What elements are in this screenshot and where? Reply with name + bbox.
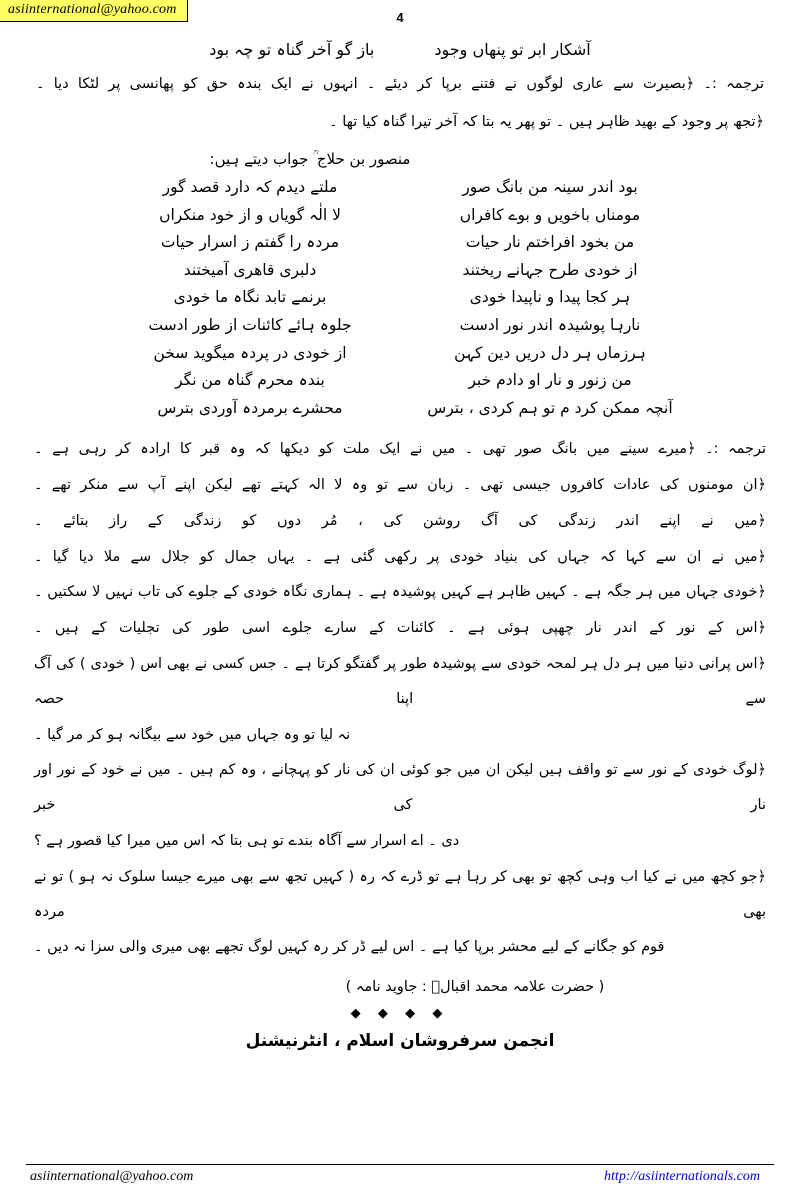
organization-name: انجمن سرفروشان اسلام ، انٹرنیشنل: [245, 1031, 555, 1052]
verse-line: نارہا پوشیدہ اندر نور ادست: [459, 315, 641, 334]
translation-line: ﴿جو کچھ میں نے کیا اب وہی کچھ تو بھی کر رہا ہے تو ڈرے کہ رہ ( کہیں تجھ سے بھی میرے جیسا سلوک نہ ہو ) تو نے بھی مردہ: [34, 868, 766, 920]
verse-line: محشرے برمردہ آوردی بترس: [157, 398, 343, 417]
verse-line: آنچہ ممکن کرد م تو ہم کردی ، بترس: [427, 398, 673, 417]
verse-line: از خودی طرح جہانے ریختند: [462, 260, 638, 279]
translation-line: ترجمہ :۔ ﴿میرے سینے میں بانگ صور تھی ۔ میں نے ایک ملت کو دیکھا کہ وہ قبر کا ارادہ کر رہی ہے ۔: [34, 441, 766, 458]
page-content: [30, 34, 770, 1051]
page-footer: [0, 1164, 800, 1192]
translation-line: ﴿اس پرانی دنیا میں ہر دل ہر لمحہ خودی سے پوشیدہ طور پر گفتگو کرتا ہے ۔ جس کسی نے بھی اس ( خودی ) کی آگ سے اپنا حصہ: [34, 656, 766, 707]
footer-divider: [26, 1164, 774, 1165]
verse-line: ہر کجا پیدا و ناپیدا خودی: [469, 288, 631, 307]
source-attribution: ( حضرت علامہ محمد اقبالؒ : جاوید نامہ ): [345, 979, 605, 996]
verse-line: مومناں باخویں و بوے کافراں: [459, 205, 641, 224]
translation-line: ﴿اس کے نور کے اندر نار چھپی ہوئی ہے ۔ کائنات کے سارے جلوے اسی طور کی تجلیات کے ہیں ۔: [34, 620, 766, 637]
verse-line: دلبری قاھری آمیختند: [183, 260, 317, 279]
translation-line: ﴿ان مومنوں کی عادات کافروں جیسی تھی ۔ زبان سے تو وہ لا الہ کہتے تھے لیکن اپنے آپ سے منکر تھے ۔: [34, 477, 766, 494]
verse-line: ملتے دیدم کہ دارد قصد گور: [162, 178, 338, 197]
couplet-hemistich-left: باز گو آخر گناہ تو چہ بود: [209, 40, 375, 59]
verse-column-left: [100, 174, 400, 422]
verse-line: برنمے تابد نگاہ ما خودی: [173, 288, 327, 307]
translation-intro-line-1: ترجمہ :۔ ﴿بصیرت سے عاری لوگوں نے فتنے برپا کر دیئے ۔ انہوں نے ایک بندہ حق کو پھانسی پر لٹکا دیا ۔: [36, 76, 764, 92]
translation-line: ﴿میں نے ان سے کہا کہ جہاں کی بنیاد خودی پر رکھی گئی ہے ۔ یہاں جمال کو جلال سے ملا دیا گیا ۔: [34, 548, 766, 565]
translation-line: نہ لیا تو وہ جہاں میں خود سے بیگانہ ہو کر مر گیا ۔: [34, 726, 351, 743]
translation-line: قوم کو جگانے کے لیے محشر برپا کیا ہے ۔ اس لیے ڈر کر رہ کہیں لوگ تجھے بھی میری والی سزا نہ دیں ۔: [34, 939, 665, 956]
verse-line: جلوہ ہائے کائنات از طور ادست: [148, 315, 352, 334]
verse-line: از خودی در پردہ میگوید سخن: [153, 343, 347, 362]
couplet-hemistich-right: آشکار ابر تو پنهاں وجود: [434, 40, 591, 59]
translation-body: [30, 432, 770, 965]
translation-intro-line-2: ﴿تجھ پر وجود کے بھید ظاہر ہیں ۔ تو پھر یہ بتا کہ آخر تیرا گناہ کیا تھا ۔: [329, 113, 764, 130]
translation-line: دی ۔ اے اسرار سے آگاہ بندے تو ہی بتا کہ اس میں میرا کیا قصور ہے ؟: [34, 833, 460, 849]
footer-website-link[interactable]: http://asiinternationals.com: [604, 1169, 760, 1184]
verse-line: من زنور و نار او دادم خبر: [468, 371, 632, 390]
verse-line: مردہ را گفتم ز اسرار حیات: [160, 233, 340, 252]
verse-column-right: [400, 174, 700, 422]
verse-line: لا الٰہ گویاں و از خود منکراں: [159, 205, 341, 224]
verse-line: ہرزماں ہر دل دریں دین کہن: [454, 343, 646, 362]
translation-line: ﴿خودی جہاں میں ہر جگہ ہے ۔ کہیں ظاہر ہے کہیں پوشیدہ ہے ۔ ہماری نگاہ خودی کے جلوے کی تاب نہیں لا سکتیں ۔: [34, 584, 766, 601]
page-number: 4: [396, 10, 404, 25]
verse-line: بود اندر سینہ من بانگ صور: [462, 178, 638, 197]
translation-line: ﴿میں نے اپنے اندر زندگی کی آگ روشن کی ، مُر دوں کو زندگی کے راز بتائے ۔: [34, 512, 766, 529]
footer-email: asiinternational@yahoo.com: [30, 1169, 194, 1184]
mansoor-attribution-line: منصور بن حلاج ؒ جواب دیتے ہیں:: [209, 150, 411, 169]
decorative-dots: ◆ ◆ ◆ ◆: [350, 1005, 450, 1021]
verse-line: من بخود افراختم نار حیات: [465, 233, 635, 252]
translation-line: ﴿لوگ خودی کے نور سے تو واقف ہیں لیکن ان میں جو کوئی ان کی نار کو پہچانے ، وہ کم ہیں ۔ میں نے خود کے نور اور نار کی خبر: [34, 762, 766, 814]
header-email-badge: asiinternational@yahoo.com: [0, 0, 188, 22]
persian-verse-block: [30, 174, 770, 422]
top-couplet: [30, 40, 770, 59]
verse-line: بندہ محرم گناہ من نگر: [175, 371, 325, 390]
